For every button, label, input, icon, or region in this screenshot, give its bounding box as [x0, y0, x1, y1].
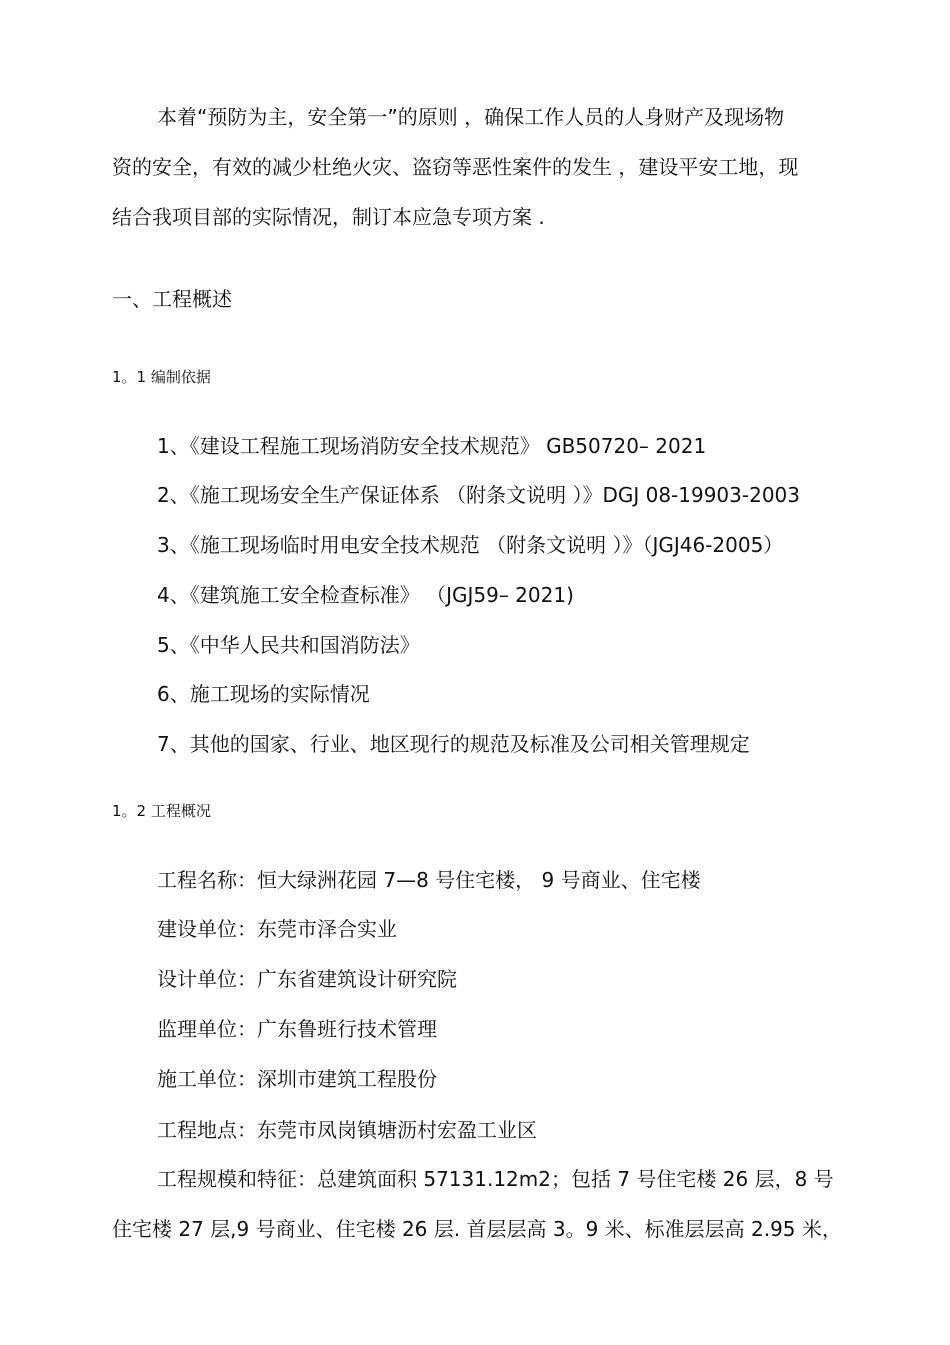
subsection-title-overview: 1。2 工程概况 — [112, 802, 211, 820]
list-item: 2、《施工现场安全生产保证体系 （附条文说明 ）》DGJ 08-19903-2003 — [157, 483, 800, 507]
list-item: 3、《施工现场临时用电安全技术规范 （附条文说明 ）》（JGJ46-2005） — [157, 533, 784, 557]
intro-line-3: 结合我项目部的实际情况，制订本应急专项方案 . — [112, 205, 545, 229]
list-item: 1、《建设工程施工现场消防安全技术规范》 GB50720– 2021 — [157, 434, 707, 458]
list-item: 5、《中华人民共和国消防法》 — [157, 633, 420, 657]
intro-line-1: 本着“预防为主，安全第一”的原则 ，确保工作人员的人身财产及现场物 — [157, 105, 785, 129]
project-scale-line-1: 工程规模和特征：总建筑面积 57131.12m2；包括 7 号住宅楼 26 层，8 号 — [157, 1167, 834, 1191]
project-scale-line-2: 住宅楼 27 层,9 号商业、住宅楼 26 层. 首层层高 3。9 米、标准层层高 2.95 米， — [112, 1217, 842, 1241]
intro-line-2: 资的安全，有效的减少杜绝火灾、盗窃等恶性案件的发生 ，建设平安工地，现 — [112, 155, 799, 179]
construction-unit: 建设单位：东莞市泽合实业 — [157, 917, 397, 941]
design-unit: 设计单位：广东省建筑设计研究院 — [157, 967, 457, 991]
section-title: 一、工程概述 — [112, 287, 232, 311]
list-item: 4、《建筑施工安全检查标准》 （JGJ59– 2021) — [157, 583, 574, 607]
project-name: 工程名称：恒大绿洲花园 7—8 号住宅楼， 9 号商业、住宅楼 — [157, 868, 701, 892]
project-location: 工程地点：东莞市凤岗镇塘沥村宏盈工业区 — [157, 1118, 537, 1142]
list-item: 7、其他的国家、行业、地区现行的规范及标准及公司相关管理规定 — [157, 732, 750, 756]
list-item: 6、施工现场的实际情况 — [157, 682, 370, 706]
contractor-unit: 施工单位：深圳市建筑工程股份 — [157, 1067, 437, 1091]
supervision-unit: 监理单位：广东鲁班行技术管理 — [157, 1017, 437, 1041]
subsection-title-basis: 1。1 编制依据 — [112, 368, 211, 386]
